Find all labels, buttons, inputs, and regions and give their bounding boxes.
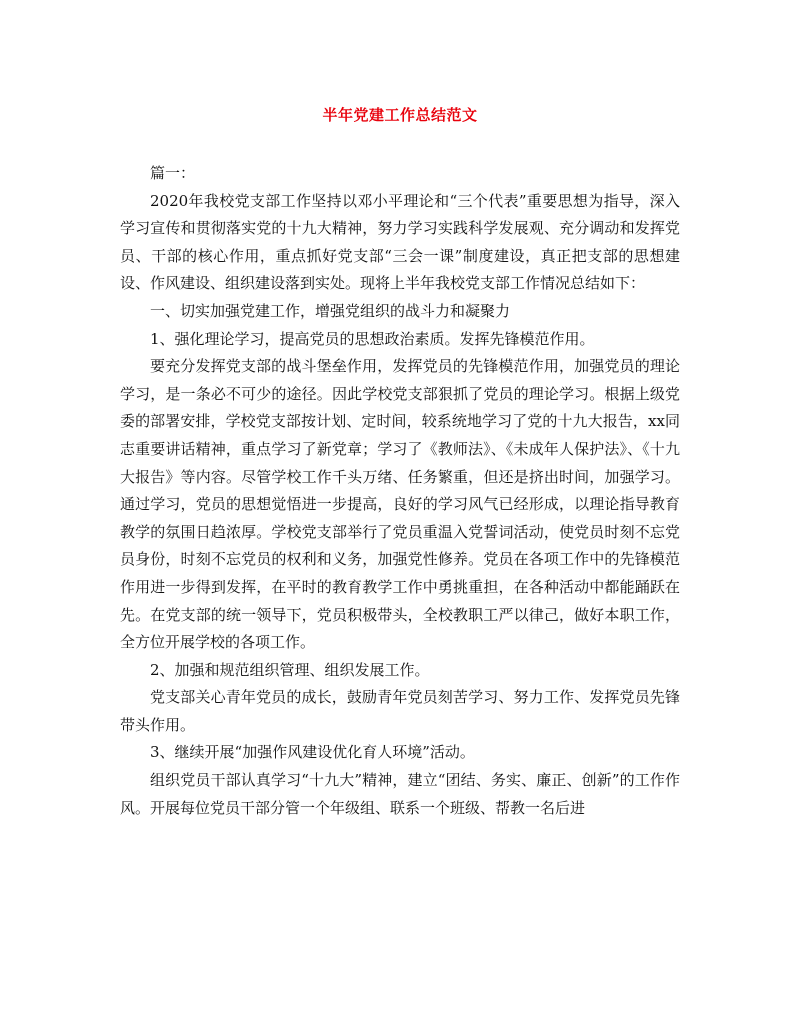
subheading-item-1: 1、强化理论学习，提高党员的思想政治素质。发挥先锋模范作用。	[150, 329, 595, 348]
paragraph-youth-members: 党支部关心青年党员的成长，鼓励青年党员刻苦学习、努力工作、发挥党员先锋带头作用。	[120, 688, 680, 734]
paragraph-theory-study: 要充分发挥党支部的战斗堡垒作用，发挥党员的先锋模范作用，加强党员的理论学习，是一条必不可少的途径。因此学校党支部狠抓了党员的理论学习。根据上级党委的部署安排，学校党支部按计划、定时间，较系统地学习了党的十九大报告，xx同志重要讲话精神，重点学习了新党章；学习了《教师法》、《未成年人保护法》、《十九大报告》等内容。尽管学校工作千头万绪、任务繁重，但还是挤出时间，加强学习。通过学习，党员的思想觉悟进一步提高，良好的学习风气已经形成，以理论指导教育教学的氛围日趋浓厚。学校党支部举行了党员重温入党誓词活动，使党员时刻不忘党员身份，时刻不忘党员的权利和义务，加强党性修养。党员在各项工作中的先锋模范作用进一步得到发挥，在平时的教育教学工作中勇挑重担，在各种活动中都能踊跃在先。在党支部的统一领导下，党员积极带头，全校教职工严以律己，做好本职工作，全方位开展学校的各项工作。	[120, 357, 680, 652]
paragraph-section-label: 篇一：	[150, 164, 196, 182]
subheading-item-3: 3、继续开展“加强作风建设优化育人环境”活动。	[150, 743, 475, 762]
heading-section-one: 一、切实加强党建工作，增强党组织的战斗力和凝聚力	[150, 301, 511, 320]
paragraph-intro: 2020年我校党支部工作坚持以邓小平理论和“三个代表”重要思想为指导，深入学习宣传和贯彻落实党的十九大精神，努力学习实践科学发展观、充分调动和发挥党员、干部的核心作用，重点抓好党支部“三会一课”制度建设，真正把支部的思想建设、作风建设、组织建设落到实处。现将上半年我校党支部工作情况总结如下：	[120, 191, 680, 293]
subheading-item-2: 2、加强和规范组织管理、组织发展工作。	[150, 660, 430, 679]
document-body	[120, 160, 680, 822]
document-title: 半年党建工作总结范文	[322, 106, 478, 124]
paragraph-work-style: 组织党员干部认真学习“十九大”精神，建立“团结、务实、廉正、创新”的工作作风。开展每位党员干部分管一个年级组、联系一个班级、帮教一名后进	[120, 771, 680, 817]
